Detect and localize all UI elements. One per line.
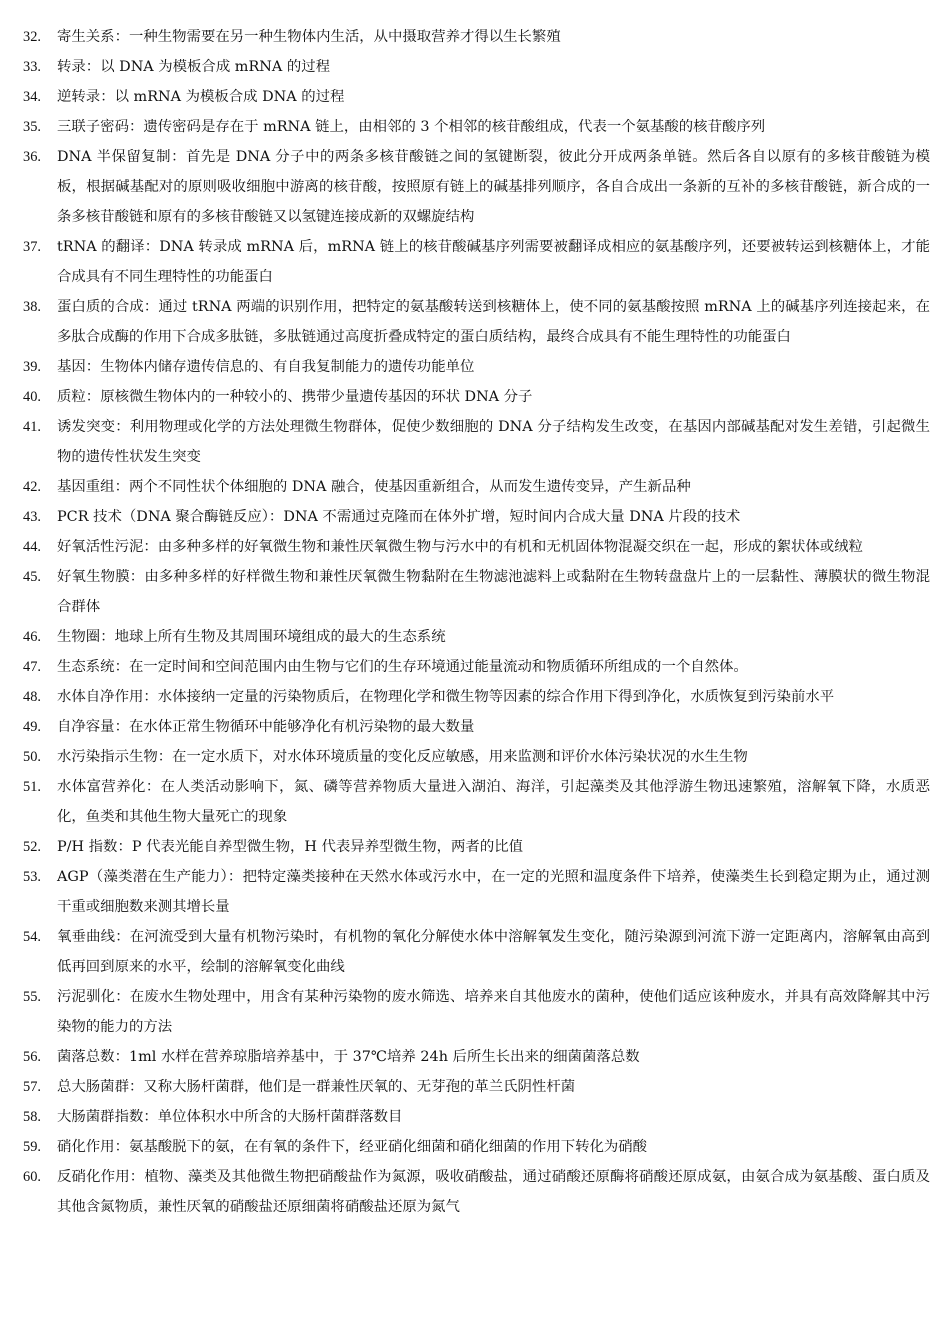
- glossary-item: [0, 772, 950, 832]
- glossary-item: [0, 982, 950, 1042]
- term-definition: 生物体内储存遗传信息的、有自我复制能力的遗传功能单位: [100, 359, 475, 375]
- glossary-item: [0, 532, 950, 562]
- term-name: 生物圈: [57, 629, 101, 645]
- term-separator: ：: [144, 239, 160, 255]
- term-separator: ：: [117, 839, 132, 855]
- term-separator: ：: [114, 1139, 129, 1155]
- term-name: 好氧活性污泥: [57, 539, 144, 555]
- item-number: 43.: [23, 509, 41, 525]
- item-number: 51.: [23, 779, 41, 795]
- item-number: 33.: [23, 59, 41, 75]
- term-name: 生态系统: [57, 659, 115, 675]
- item-number: 50.: [23, 749, 41, 765]
- glossary-item: [0, 1162, 950, 1222]
- glossary-item: [0, 712, 950, 742]
- item-number: 35.: [23, 119, 41, 135]
- term-separator: ：: [100, 89, 115, 105]
- item-number: 47.: [23, 659, 41, 675]
- term-name: P/H 指数: [57, 839, 118, 855]
- term-definition: 地球上所有生物及其周围环境组成的最大的生态系统: [114, 629, 446, 645]
- term-separator: ：: [85, 359, 101, 375]
- term-separator: ：: [145, 779, 161, 795]
- term-name: 水污染指示生物: [57, 749, 158, 765]
- term-separator: ：: [157, 749, 173, 765]
- glossary-item: [0, 472, 950, 502]
- item-number: 40.: [23, 389, 41, 405]
- term-separator: ：: [128, 1079, 144, 1095]
- term-name: DNA 半保留复制: [57, 149, 172, 165]
- item-number: 44.: [23, 539, 41, 555]
- glossary-item: [0, 562, 950, 622]
- term-definition: 由多种多样的好氧微生物和兼性厌氧微生物与污水中的有机和无机固体物混凝交织在一起，形成的絮状体或绒粒: [157, 539, 863, 555]
- term-definition: 以 DNA 为模板合成 mRNA 的过程: [100, 59, 331, 75]
- term-definition: 利用物理或化学的方法处理微生物群体，促使少数细胞的 DNA 分子结构发生改变，在基因内部碱基配对发生差错，引起微生物的遗传性状发生突变: [57, 419, 930, 465]
- item-number: 32.: [23, 29, 41, 45]
- term-name: 寄生关系: [57, 29, 115, 45]
- term-name: 蛋白质的合成: [57, 299, 144, 315]
- term-definition: 遗传密码是存在于 mRNA 链上，由相邻的 3 个相邻的核苷酸组成，代表一个氨基酸的核苷酸序列: [143, 119, 766, 135]
- glossary-item: [0, 412, 950, 472]
- document-page: [0, 22, 950, 1222]
- glossary-item: [0, 52, 950, 82]
- term-name: 好氧生物膜: [57, 569, 130, 585]
- term-definition: 水体接纳一定量的污染物质后，在物理化学和微生物等因素的综合作用下得到净化，水质恢复到污染前水平: [157, 689, 835, 705]
- term-definition: 通过 tRNA 两端的识别作用，把特定的氨基酸转送到核糖体上，使不同的氨基酸按照 mRNA 上的碱基序列连接起来，在多肽合成酶的作用下合成多肽链，多肽链通过高度折叠成特定的蛋白质结构，最终合成具有不能生理特性的功能蛋白: [57, 299, 930, 345]
- term-definition: 一种生物需要在另一种生物体内生活，从中摄取营养才得以生长繁殖: [128, 29, 561, 45]
- term-name: AGP（藻类潜在生产能力）: [57, 869, 228, 885]
- term-definition: 在河流受到大量有机物污染时，有机物的氧化分解使水体中溶解氧发生变化，随污染源到河流下游一定距离内，溶解氧由高到低再回到原来的水平，绘制的溶解氧变化曲线: [57, 929, 930, 975]
- term-definition: 在一定水质下，对水体环境质量的变化反应敏感，用来监测和评价水体污染状况的水生生物: [172, 749, 748, 765]
- term-separator: ：: [128, 119, 144, 135]
- term-separator: ：: [115, 419, 130, 435]
- term-separator: ：: [85, 389, 101, 405]
- term-definition: P 代表光能自养型微生物，H 代表异养型微生物，两者的比值: [131, 839, 523, 855]
- term-definition: 以 mRNA 为模板合成 DNA 的过程: [114, 89, 345, 105]
- term-separator: ：: [129, 1169, 145, 1185]
- glossary-item: [0, 622, 950, 652]
- term-name: 逆转录: [57, 89, 101, 105]
- glossary-item: [0, 682, 950, 712]
- glossary-item: [0, 1132, 950, 1162]
- glossary-item: [0, 352, 950, 382]
- term-name: PCR 技术（DNA 聚合酶链反应）: [57, 509, 269, 525]
- item-number: 59.: [23, 1139, 41, 1155]
- item-number: 52.: [23, 839, 41, 855]
- item-number: 45.: [23, 569, 41, 585]
- term-definition: 在一定时间和空间范围内由生物与它们的生存环境通过能量流动和物质循环所组成的一个自然体。: [128, 659, 748, 675]
- term-separator: ：: [227, 869, 243, 885]
- term-name: 菌落总数: [57, 1049, 115, 1065]
- term-separator: ：: [143, 539, 158, 555]
- term-definition: 植物、藻类及其他微生物把硝酸盐作为氮源，吸收硝酸盐，通过硝酸还原酶将硝酸还原成氨，由氨合成为氨基酸、蛋白质及其他含氮物质，兼性厌氧的硝酸盐还原细菌将硝酸盐还原为氮气: [57, 1169, 930, 1215]
- term-separator: ：: [143, 299, 159, 315]
- glossary-item: [0, 862, 950, 922]
- item-number: 58.: [23, 1109, 41, 1125]
- term-separator: ：: [268, 509, 284, 525]
- term-name: 总大肠菌群: [57, 1079, 129, 1095]
- item-number: 48.: [23, 689, 41, 705]
- glossary-item: [0, 1042, 950, 1072]
- glossary-item: [0, 292, 950, 352]
- item-number: 54.: [23, 929, 41, 945]
- glossary-item: [0, 832, 950, 862]
- term-separator: ：: [115, 929, 130, 945]
- item-number: 60.: [23, 1169, 41, 1185]
- glossary-item: [0, 1102, 950, 1132]
- term-definition: 首先是 DNA 分子中的两条多核苷酸链之间的氢键断裂，彼此分开成两条单链。然后各自以原有的多核苷酸链为模板，根据碱基配对的原则吸收细胞中游离的核苷酸，按照原有链上的碱基排列顺序，各自合成出一条新的互补的多核苷酸链，新合成的一条多核苷酸链和原有的多核苷酸链又以氢键连接成新的双螺旋结构: [57, 149, 930, 225]
- item-number: 41.: [23, 419, 41, 435]
- term-separator: ：: [129, 569, 145, 585]
- term-definition: 由多种多样的好样微生物和兼性厌氧微生物黏附在生物滤池滤料上或黏附在生物转盘盘片上的一层黏性、薄膜状的微生物混合群体: [57, 569, 930, 615]
- term-name: 自净容量: [57, 719, 115, 735]
- item-number: 57.: [23, 1079, 41, 1095]
- item-number: 39.: [23, 359, 41, 375]
- term-name: 水体自净作用: [57, 689, 144, 705]
- glossary-item: [0, 232, 950, 292]
- term-name: tRNA 的翻译: [57, 239, 145, 255]
- term-definition: 把特定藻类接种在天然水体或污水中，在一定的光照和温度条件下培养，使藻类生长到稳定期为止，通过测干重或细胞数来测其增长量: [57, 869, 930, 915]
- term-definition: 在人类活动影响下，氮、磷等营养物质大量进入湖泊、海洋，引起藻类及其他浮游生物迅速繁殖，溶解氧下降，水质恶化，鱼类和其他生物大量死亡的现象: [57, 779, 930, 825]
- term-name: 基因重组: [57, 479, 115, 495]
- glossary-item: [0, 652, 950, 682]
- item-number: 38.: [23, 299, 41, 315]
- term-definition: 氨基酸脱下的氨，在有氧的条件下，经亚硝化细菌和硝化细菌的作用下转化为硝酸: [128, 1139, 648, 1155]
- term-definition: 在废水生物处理中，用含有某种污染物的废水筛选、培养来自其他废水的菌种，使他们适应该种废水，并具有高效降解其中污染物的能力的方法: [57, 989, 930, 1035]
- glossary-item: [0, 22, 950, 52]
- term-name: 质粒: [57, 389, 86, 405]
- item-number: 56.: [23, 1049, 41, 1065]
- term-separator: ：: [143, 1109, 158, 1125]
- term-name: 水体富营养化: [57, 779, 146, 795]
- term-definition: 原核微生物体内的一种较小的、携带少量遗传基因的环状 DNA 分子: [100, 389, 533, 405]
- glossary-item: [0, 1072, 950, 1102]
- term-separator: ：: [100, 629, 115, 645]
- term-definition: 两个不同性状个体细胞的 DNA 融合，使基因重新组合，从而发生遗传变异，产生新品种: [128, 479, 691, 495]
- glossary-item: [0, 82, 950, 112]
- term-definition: DNA 转录成 mRNA 后，mRNA 链上的核苷酸碱基序列需要被翻译成相应的氨基酸序列，还要被转运到核糖体上，才能合成具有不同生理特性的功能蛋白: [57, 239, 930, 285]
- term-definition: 又称大肠杆菌群，他们是一群兼性厌氧的、无芽孢的革兰氏阴性杆菌: [143, 1079, 576, 1095]
- term-separator: ：: [114, 1049, 129, 1065]
- item-number: 36.: [23, 149, 41, 165]
- item-number: 37.: [23, 239, 41, 255]
- glossary-item: [0, 142, 950, 232]
- term-name: 污泥驯化: [57, 989, 116, 1005]
- term-name: 反硝化作用: [57, 1169, 130, 1185]
- glossary-item: [0, 502, 950, 532]
- term-definition: 1ml 水样在营养琼脂培养基中，于 37℃培养 24h 后所生长出来的细菌菌落总数: [128, 1049, 640, 1065]
- item-number: 46.: [23, 629, 41, 645]
- item-number: 53.: [23, 869, 41, 885]
- term-separator: ：: [114, 29, 129, 45]
- term-name: 硝化作用: [57, 1139, 115, 1155]
- glossary-item: [0, 112, 950, 142]
- item-number: 55.: [23, 989, 41, 1005]
- term-separator: ：: [171, 149, 186, 165]
- item-number: 42.: [23, 479, 41, 495]
- term-separator: ：: [143, 689, 158, 705]
- item-number: 34.: [23, 89, 41, 105]
- term-name: 三联子密码: [57, 119, 129, 135]
- term-separator: ：: [114, 719, 129, 735]
- glossary-list: [0, 22, 950, 1222]
- term-separator: ：: [85, 59, 101, 75]
- term-separator: ：: [115, 989, 130, 1005]
- glossary-item: [0, 382, 950, 412]
- glossary-item: [0, 742, 950, 772]
- term-name: 诱发突变: [57, 419, 116, 435]
- term-name: 大肠菌群指数: [57, 1109, 144, 1125]
- term-name: 转录: [57, 59, 86, 75]
- term-definition: 在水体正常生物循环中能够净化有机污染物的最大数量: [128, 719, 475, 735]
- term-definition: DNA 不需通过克隆而在体外扩增，短时间内合成大量 DNA 片段的技术: [283, 509, 741, 525]
- item-number: 49.: [23, 719, 41, 735]
- term-definition: 单位体积水中所含的大肠杆菌群落数目: [157, 1109, 403, 1125]
- term-name: 氧垂曲线: [57, 929, 116, 945]
- term-separator: ：: [114, 479, 129, 495]
- term-separator: ：: [114, 659, 129, 675]
- glossary-item: [0, 922, 950, 982]
- term-name: 基因: [57, 359, 86, 375]
